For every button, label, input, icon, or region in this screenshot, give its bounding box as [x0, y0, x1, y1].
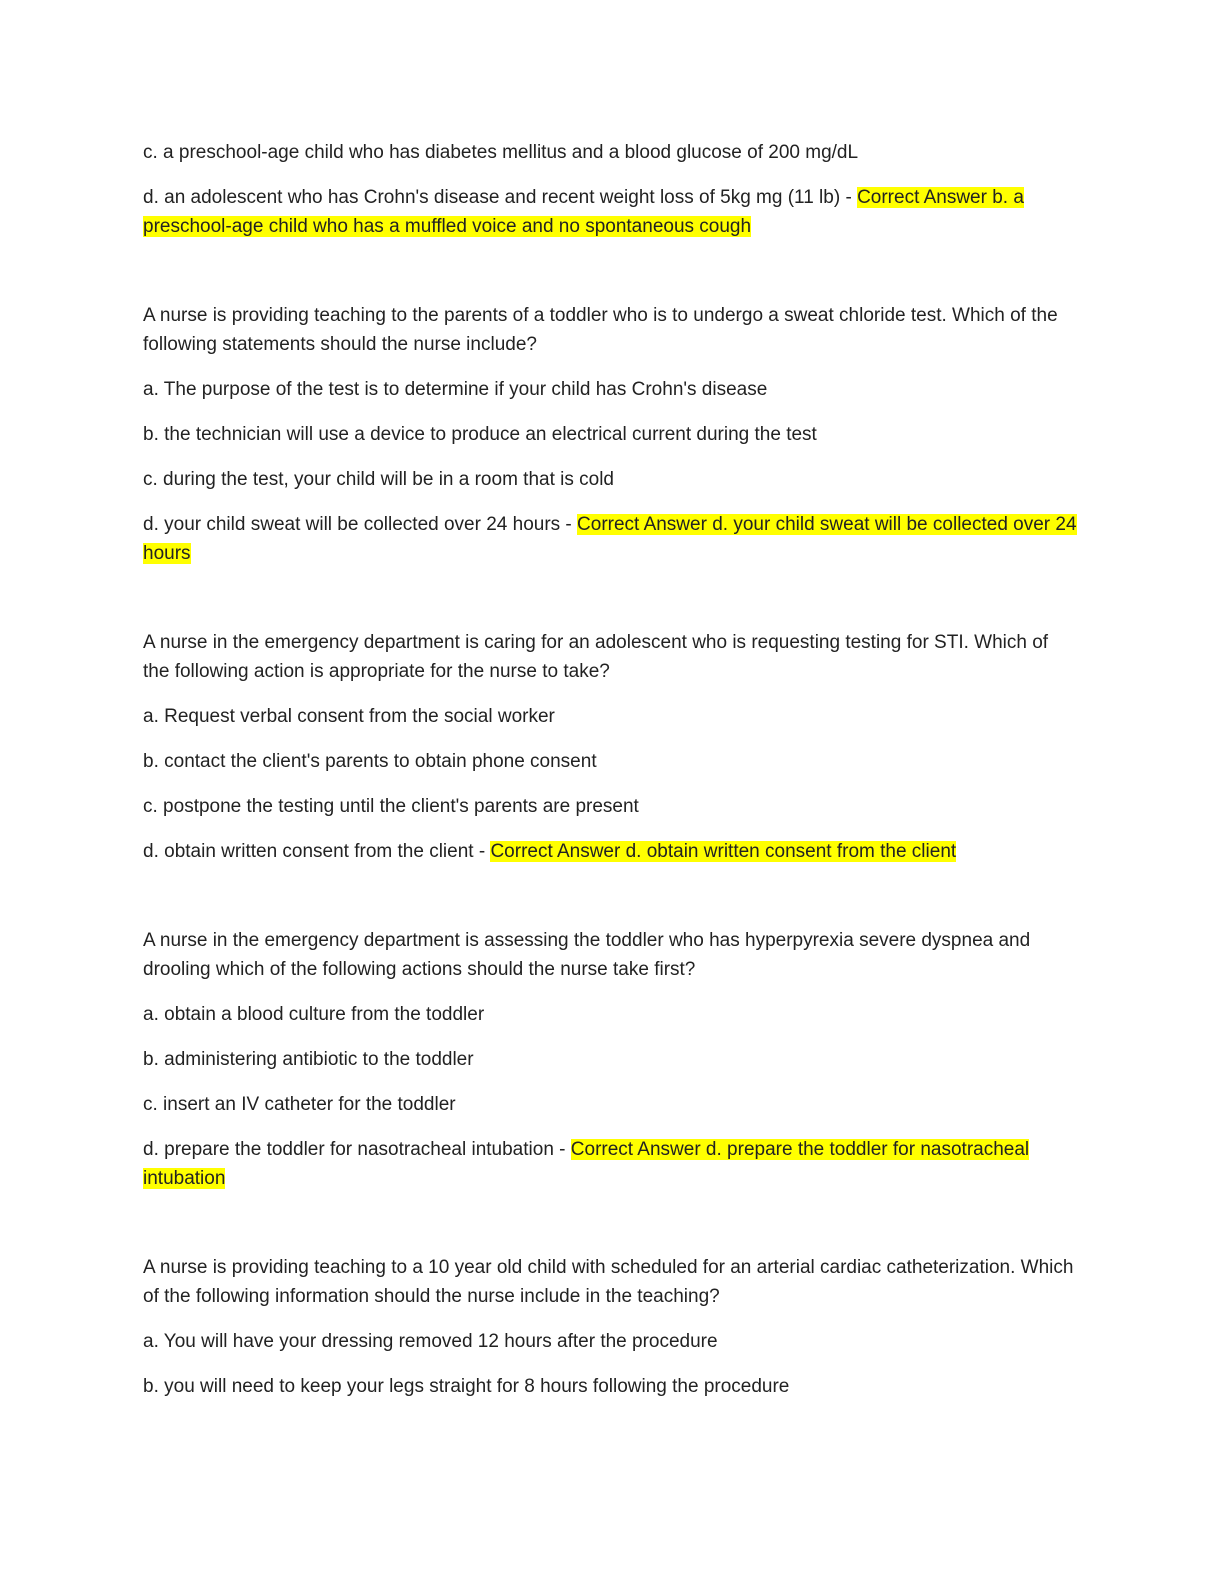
- question-block-2: [143, 628, 1078, 866]
- correct-answer-highlight: Correct Answer d. obtain written consent from the client: [490, 841, 957, 862]
- option-b: b. you will need to keep your legs straight for 8 hours following the procedure: [143, 1376, 790, 1397]
- option-d-text: d. your child sweat will be collected over 24 hours -: [143, 514, 578, 535]
- spacer: [143, 584, 1078, 628]
- option-a: a. You will have your dressing removed 12 hours after the procedure: [143, 1331, 718, 1352]
- option-b: b. the technician will use a device to produce an electrical current during the test: [143, 424, 817, 445]
- option-d-text: d. an adolescent who has Crohn's disease and recent weight loss of 5kg mg (11 lb) -: [143, 187, 858, 208]
- option-d: [143, 510, 1078, 568]
- correct-answer-highlight: Correct Answer b. a preschool-age child who has a muffled voice and no spontaneous cough: [143, 187, 1024, 237]
- correct-answer-highlight: Correct Answer d. your child sweat will be collected over 24 hours: [143, 514, 1077, 564]
- option-c: c. insert an IV catheter for the toddler: [143, 1094, 456, 1115]
- option-a: a. The purpose of the test is to determine if your child has Crohn's disease: [143, 379, 768, 400]
- option-a: a. obtain a blood culture from the toddler: [143, 1004, 485, 1025]
- question-block-4: [143, 1253, 1078, 1401]
- option-b: b. administering antibiotic to the toddler: [143, 1049, 474, 1070]
- question-block-1: [143, 301, 1078, 568]
- question-block-0: [143, 138, 1078, 241]
- option-c: c. a preschool-age child who has diabetes mellitus and a blood glucose of 200 mg/dL: [143, 142, 859, 163]
- option-b: b. contact the client's parents to obtain phone consent: [143, 751, 597, 772]
- question-text: A nurse is providing teaching to the parents of a toddler who is to undergo a sweat chloride test. Which of the following statements should the nurse include?: [143, 305, 1058, 355]
- option-d-text: d. prepare the toddler for nasotracheal intubation -: [143, 1139, 571, 1160]
- option-c: c. during the test, your child will be in a room that is cold: [143, 469, 615, 490]
- spacer: [143, 257, 1078, 301]
- option-d-text: d. obtain written consent from the client -: [143, 841, 491, 862]
- document-page: [143, 138, 1078, 1417]
- spacer: [143, 1209, 1078, 1253]
- spacer: [143, 882, 1078, 926]
- option-d: [143, 183, 1078, 241]
- question-block-3: [143, 926, 1078, 1193]
- option-a: a. Request verbal consent from the social worker: [143, 706, 555, 727]
- option-c: c. postpone the testing until the client's parents are present: [143, 796, 639, 817]
- correct-answer-highlight: Correct Answer d. prepare the toddler for nasotracheal intubation: [143, 1139, 1030, 1189]
- question-text: A nurse is providing teaching to a 10 year old child with scheduled for an arterial cardiac catheterization. Which of the following information should the nurse include in the teaching?: [143, 1257, 1074, 1307]
- option-d: [143, 837, 1078, 866]
- question-text: A nurse in the emergency department is assessing the toddler who has hyperpyrexia severe dyspnea and drooling which of the following actions should the nurse take first?: [143, 930, 1031, 980]
- question-text: A nurse in the emergency department is caring for an adolescent who is requesting testing for STI. Which of the following action is appropriate for the nurse to take?: [143, 632, 1049, 682]
- option-d: [143, 1135, 1078, 1193]
